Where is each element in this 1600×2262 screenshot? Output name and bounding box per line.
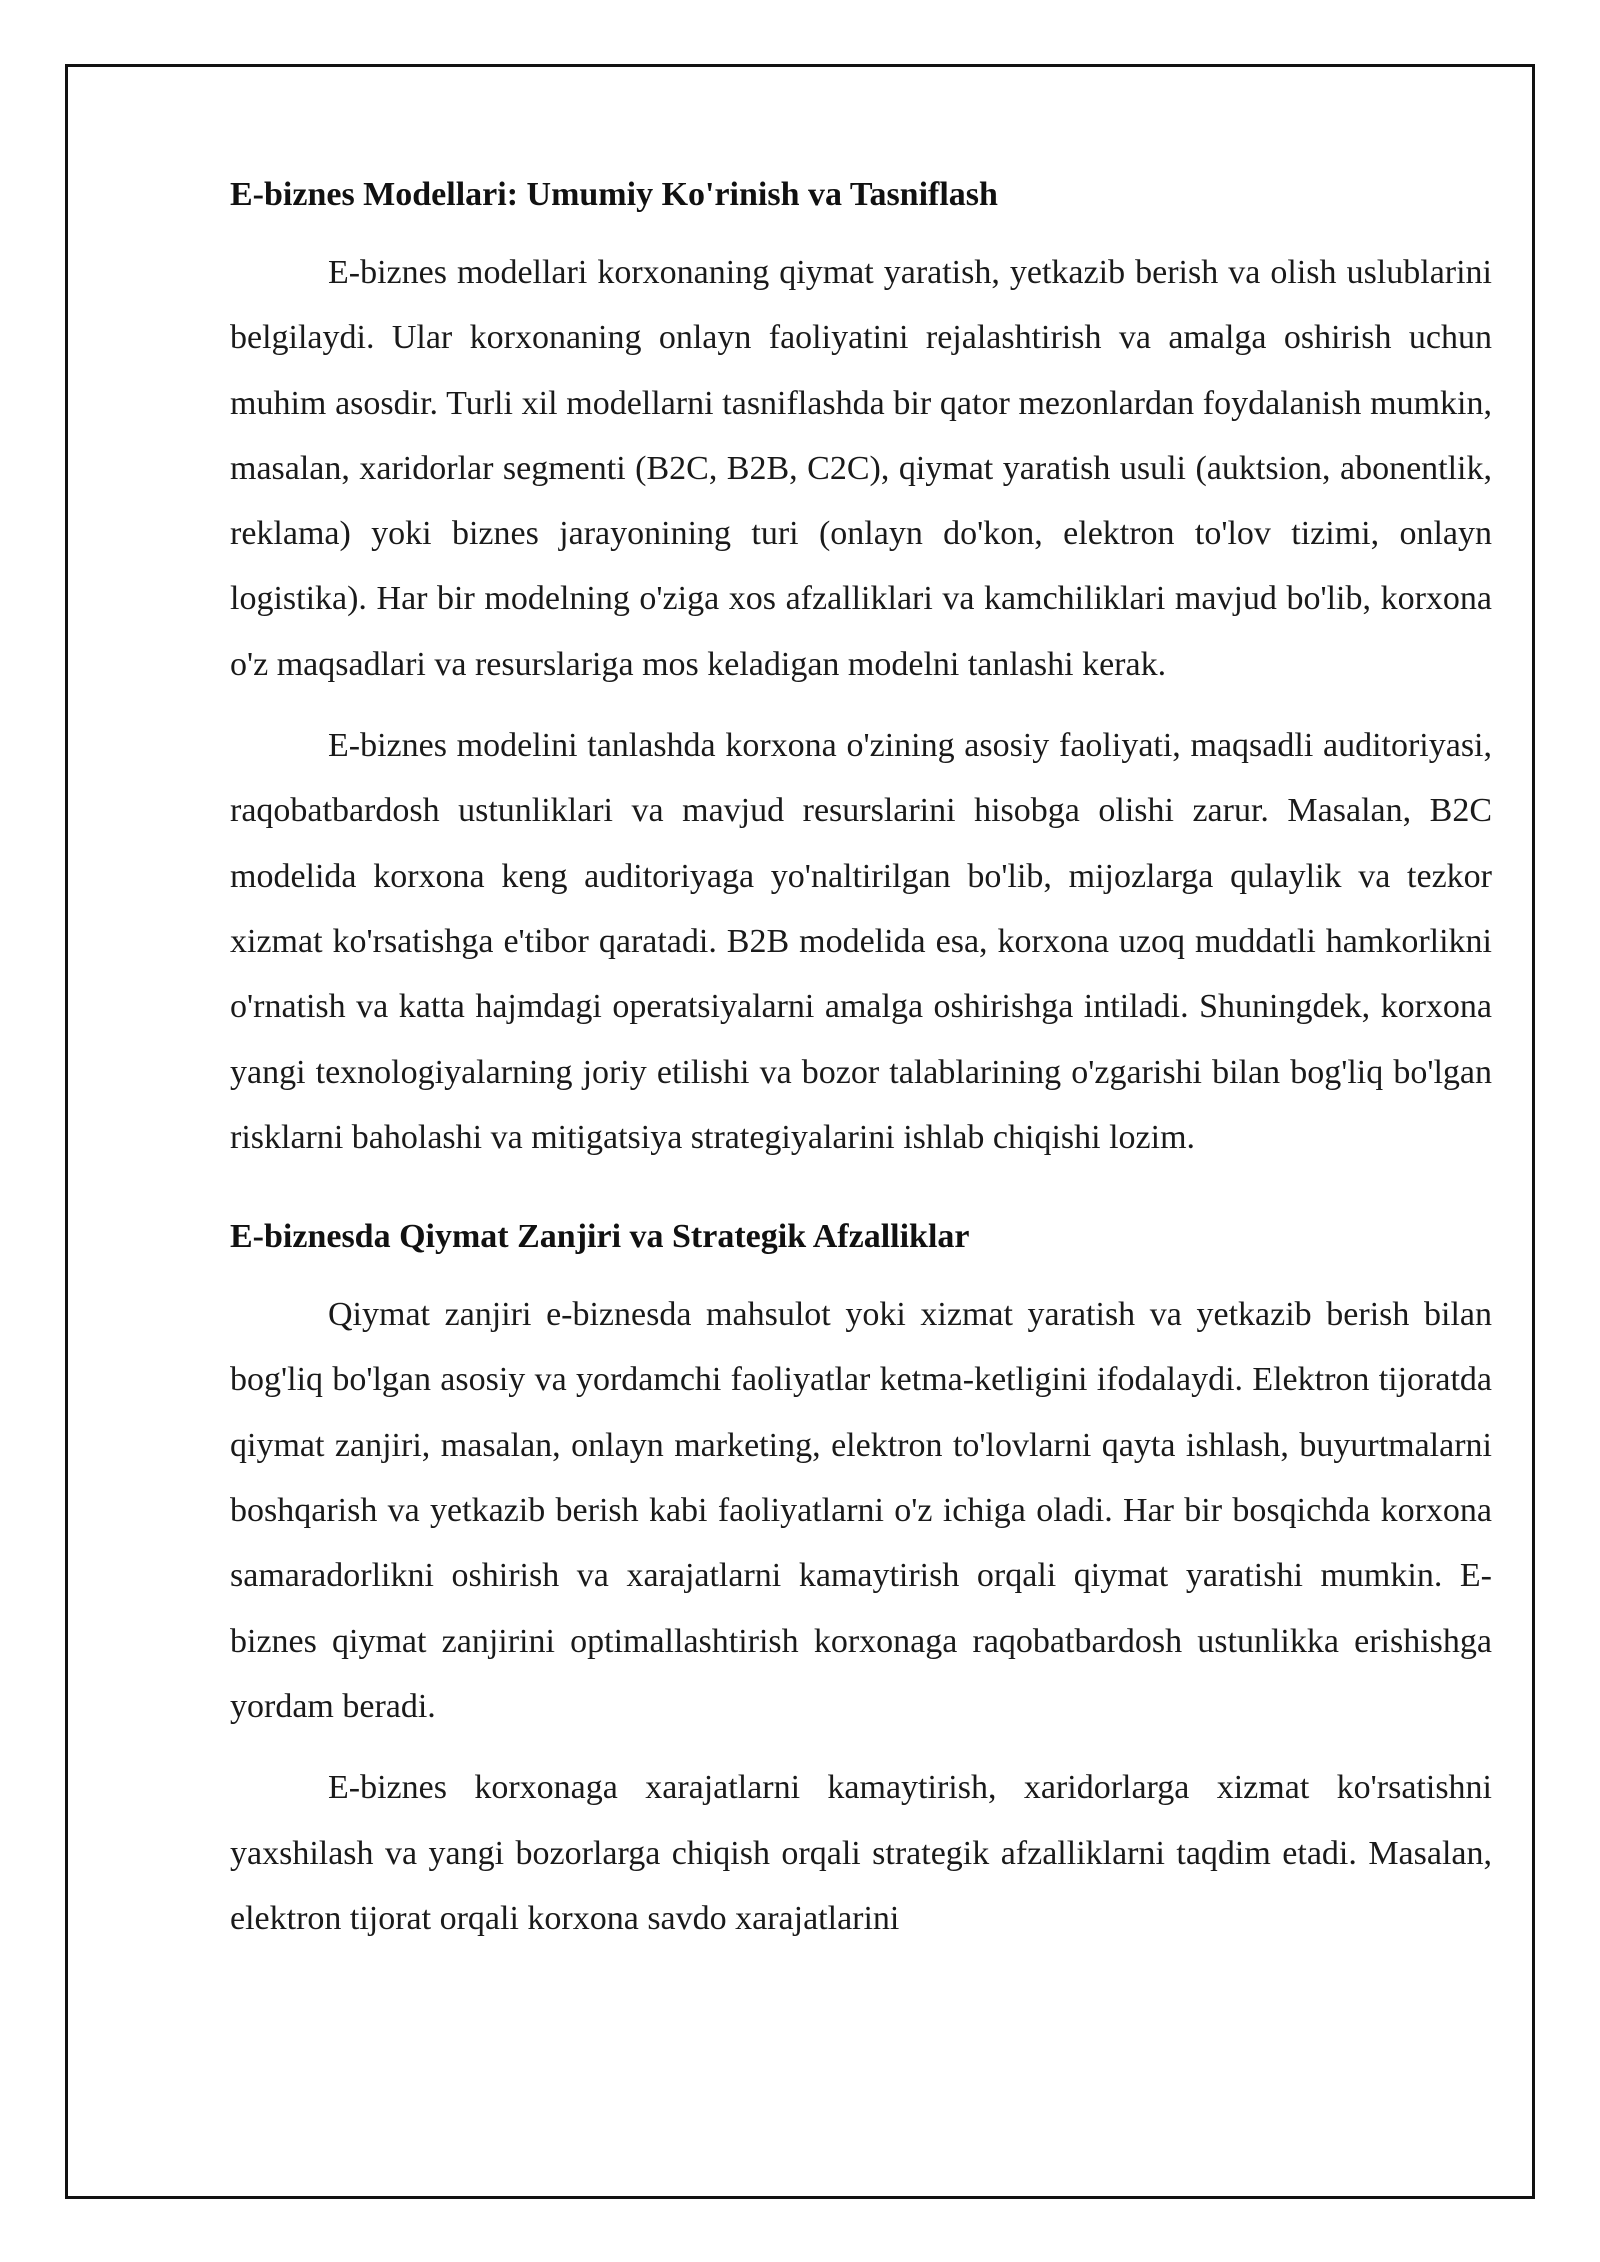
- document-body: [230, 172, 1492, 1967]
- paragraph: Qiymat zanjiri e-biznesda mahsulot yoki xizmat yaratish va yetkazib berish bilan bog'liq bo'lgan asosiy va yordamchi faoliyatlar ketma-ketligini ifodalaydi. Elektron tijoratda qiymat zanjiri, masalan, onlayn marketing, elektron to'lovlarni qayta ishlash, buyurtmalarni boshqarish va yetkazib berish kabi faoliyatlarni o'z ichiga oladi. Har bir bosqichda korxona samaradorlikni oshirish va xarajatlarni kamaytirish orqali qiymat yaratishi mumkin. E-biznes qiymat zanjirini optimallashtirish korxonaga raqobatbardosh ustunlikka erishishga yordam beradi.: [230, 1296, 1492, 1725]
- paragraph: E-biznes korxonaga xarajatlarni kamaytirish, xaridorlarga xizmat ko'rsatishni yaxshilash va yangi bozorlarga chiqish orqali strategik afzalliklarni taqdim etadi. Masalan, elektron tijorat orqali korxona savdo xarajatlarini: [230, 1769, 1492, 1937]
- paragraph: E-biznes modelini tanlashda korxona o'zining asosiy faoliyati, maqsadli auditoriyasi, raqobatbardosh ustunliklari va mavjud resurslarini hisobga olishi zarur. Masalan, B2C modelida korxona keng auditoriyaga yo'naltirilgan bo'lib, mijozlarga qulaylik va tezkor xizmat ko'rsatishga e'tibor qaratadi. B2B modelida esa, korxona uzoq muddatli hamkorlikni o'rnatish va katta hajmdagi operatsiyalarni amalga oshirishga intiladi. Shuningdek, korxona yangi texnologiyalarning joriy etilishi va bozor talablarining o'zgarishi bilan bog'liq bo'lgan risklarni baholashi va mitigatsiya strategiyalarini ishlab chiqishi lozim.: [230, 727, 1492, 1156]
- section-heading-ebiznes-modellari: E-biznes Modellari: Umumiy Ko'rinish va Tasniflash: [230, 176, 998, 213]
- paragraph: E-biznes modellari korxonaning qiymat yaratish, yetkazib berish va olish uslublarini belgilaydi. Ular korxonaning onlayn faoliyatini rejalashtirish va amalga oshirish uchun muhim asosdir. Turli xil modellarni tasniflashda bir qator mezonlardan foydalanish mumkin, masalan, xaridorlar segmenti (B2C, B2B, C2C), qiymat yaratish usuli (auktsion, abonentlik, reklama) yoki biznes jarayonining turi (onlayn do'kon, elektron to'lov tizimi, onlayn logistika). Har bir modelning o'ziga xos afzalliklari va kamchiliklari mavjud bo'lib, korxona o'z maqsadlari va resurslariga mos keladigan modelni tanlashi kerak.: [230, 254, 1492, 683]
- section-heading-qiymat-zanjiri: E-biznesda Qiymat Zanjiri va Strategik Afzalliklar: [230, 1218, 970, 1256]
